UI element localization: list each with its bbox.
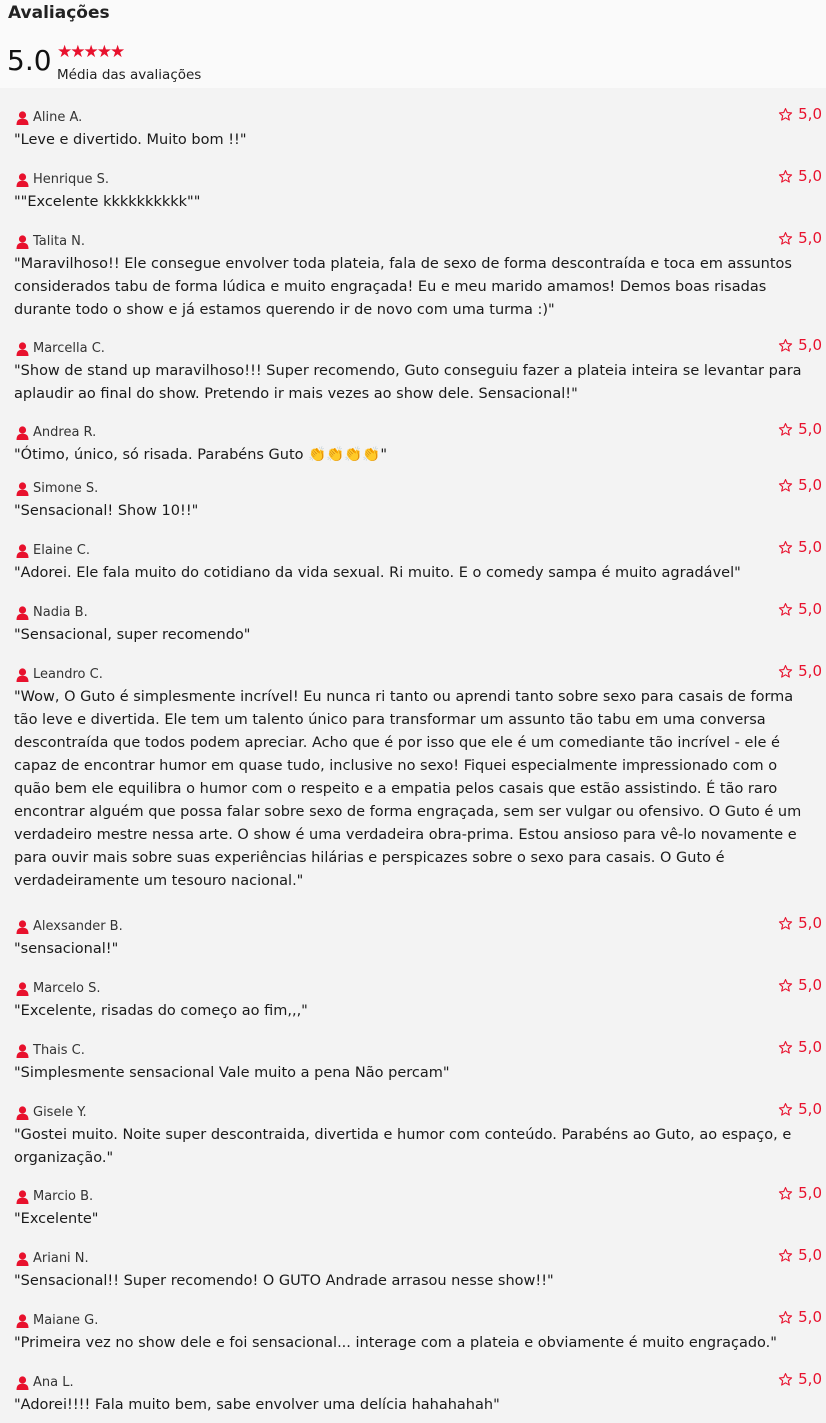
star-outline-icon xyxy=(778,478,793,493)
review-item xyxy=(0,653,826,905)
review-rating xyxy=(778,1100,822,1118)
star-outline-icon xyxy=(778,1040,793,1055)
reviewer xyxy=(16,1373,74,1391)
review-rating xyxy=(778,229,822,247)
review-item xyxy=(0,1175,826,1237)
reviewer xyxy=(16,979,100,997)
star-outline-icon xyxy=(778,978,793,993)
reviewer xyxy=(16,108,82,126)
star-outline-icon xyxy=(778,1186,793,1201)
user-icon xyxy=(16,1313,29,1327)
review-text: "Adorei!!!! Fala muito bem, sabe envolver uma delícia hahahahah" xyxy=(14,1397,500,1413)
review-rating xyxy=(778,976,822,994)
review-text: "Excelente" xyxy=(14,1211,99,1227)
reviewer-name: Thais C. xyxy=(33,1042,85,1058)
star-outline-icon xyxy=(778,664,793,679)
rating-value: 5,0 xyxy=(798,914,822,932)
reviewer xyxy=(16,423,96,441)
rating-value: 5,0 xyxy=(798,600,822,618)
review-item xyxy=(0,1299,826,1361)
rating-value: 5,0 xyxy=(798,105,822,123)
review-rating xyxy=(778,105,822,123)
star-outline-icon xyxy=(778,338,793,353)
star-outline-icon xyxy=(778,1310,793,1325)
rating-value: 5,0 xyxy=(798,1100,822,1118)
review-text: ""Excelente kkkkkkkkkk"" xyxy=(14,194,201,210)
reviewer xyxy=(16,1249,89,1267)
review-rating xyxy=(778,1370,822,1388)
user-icon xyxy=(16,981,29,995)
review-text: "Excelente, risadas do começo ao fim,,," xyxy=(14,1003,308,1019)
user-icon xyxy=(16,1251,29,1265)
reviewer-name: Maiane G. xyxy=(33,1312,99,1328)
star-outline-icon xyxy=(778,1372,793,1387)
star-outline-icon xyxy=(778,231,793,246)
review-rating xyxy=(778,476,822,494)
review-item xyxy=(0,158,826,220)
review-item xyxy=(0,1029,826,1091)
rating-value: 5,0 xyxy=(798,538,822,556)
review-text: "Simplesmente sensacional Vale muito a pena Não percam" xyxy=(14,1065,450,1081)
user-icon xyxy=(16,1043,29,1057)
review-text: "Ótimo, único, só risada. Parabéns Guto 👏👏👏👏" xyxy=(14,447,388,463)
rating-value: 5,0 xyxy=(798,476,822,494)
rating-value: 5,0 xyxy=(798,1246,822,1264)
user-icon xyxy=(16,919,29,933)
reviewer xyxy=(16,1041,85,1059)
star-outline-icon xyxy=(778,602,793,617)
reviewer-name: Gisele Y. xyxy=(33,1104,87,1120)
review-text: "sensacional!" xyxy=(14,941,119,957)
user-icon xyxy=(16,543,29,557)
star-outline-icon xyxy=(778,916,793,931)
user-icon xyxy=(16,110,29,124)
review-rating xyxy=(778,600,822,618)
reviewer-name: Henrique S. xyxy=(33,171,109,187)
page-title: Avaliações xyxy=(8,3,110,23)
review-text: "Adorei. Ele fala muito do cotidiano da vida sexual. Ri muito. E o comedy sampa é muito agradável" xyxy=(14,565,741,581)
review-item xyxy=(0,220,826,327)
review-rating xyxy=(778,420,822,438)
average-label: Média das avaliações xyxy=(57,67,202,83)
rating-value: 5,0 xyxy=(798,1370,822,1388)
reviewer-name: Ana L. xyxy=(33,1374,74,1390)
review-text: "Wow, O Guto é simplesmente incrível! Eu nunca ri tanto ou aprendi tanto sobre sexo para casais de forma tão leve e divertida. Ele tem um talento único para transformar um assunto tão tabu em uma conversa descontraída que todos podem apreciar. Acho que é por isso que ele é um comediante tão incrível - ele é capaz de encontrar humor em quase tudo, inclusive no sexo! Fiquei especialmente impressionado com o quão bem ele equilibra o humor com o respeito e a empatia pelos casais que estão assistindo. É tão raro encontrar alguém que possa falar sobre sexo de forma engraçada, sem ser vulgar ou ofensivo. O Guto é um verdadeiro mestre nessa arte. O show é uma verdadeira obra-prima. Estou ansioso para vê-lo novamente e para ouvir mais sobre suas experiências hilárias e perspicazes sobre o sexo para casais. O Guto é verdadeiramente um tesouro nacional." xyxy=(14,689,802,889)
user-icon xyxy=(16,605,29,619)
review-item xyxy=(0,529,826,591)
user-icon xyxy=(16,667,29,681)
reviewer-name: Leandro C. xyxy=(33,666,103,682)
user-icon xyxy=(16,481,29,495)
rating-value: 5,0 xyxy=(798,229,822,247)
ratings-header xyxy=(0,0,826,88)
review-list xyxy=(0,96,826,1423)
star-outline-icon xyxy=(778,169,793,184)
review-item xyxy=(0,1361,826,1423)
review-item xyxy=(0,327,826,411)
review-rating xyxy=(778,1308,822,1326)
star-outline-icon xyxy=(778,1248,793,1263)
reviewer xyxy=(16,339,105,357)
user-icon xyxy=(16,1189,29,1203)
review-rating xyxy=(778,1038,822,1056)
reviewer-name: Elaine C. xyxy=(33,542,90,558)
reviewer xyxy=(16,1187,93,1205)
review-text: "Leve e divertido. Muito bom !!" xyxy=(14,132,247,148)
rating-value: 5,0 xyxy=(798,976,822,994)
reviewer-name: Aline A. xyxy=(33,109,83,125)
reviewer-name: Marcelo S. xyxy=(33,980,101,996)
reviewer xyxy=(16,170,109,188)
reviewer xyxy=(16,603,88,621)
rating-value: 5,0 xyxy=(798,1184,822,1202)
reviewer-name: Alexsander B. xyxy=(33,918,123,934)
reviewer xyxy=(16,1103,87,1121)
star-outline-icon xyxy=(778,107,793,122)
reviewer xyxy=(16,917,123,935)
user-icon xyxy=(16,234,29,248)
average-rating: 5.0 xyxy=(7,44,52,77)
rating-value: 5,0 xyxy=(798,1038,822,1056)
review-text: "Sensacional! Show 10!!" xyxy=(14,503,199,519)
review-text: "Gostei muito. Noite super descontraida, divertida e humor com conteúdo. Parabéns ao Guto, ao espaço, e organização." xyxy=(14,1127,792,1166)
review-rating xyxy=(778,167,822,185)
review-rating xyxy=(778,914,822,932)
rating-value: 5,0 xyxy=(798,336,822,354)
review-text: "Primeira vez no show dele e foi sensacional... interage com a plateia e obviamente é muito engraçado." xyxy=(14,1335,777,1351)
user-icon xyxy=(16,341,29,355)
reviewer xyxy=(16,1311,98,1329)
review-text: "Show de stand up maravilhoso!!! Super recomendo, Guto conseguiu fazer a plateia inteira se levantar para aplaudir ao final do show. Pretendo ir mais vezes ao show dele. Sensacional!" xyxy=(14,363,802,402)
review-rating xyxy=(778,1246,822,1264)
reviewer-name: Nadia B. xyxy=(33,604,88,620)
reviewer xyxy=(16,232,85,250)
review-item xyxy=(0,967,826,1029)
star-outline-icon xyxy=(778,1102,793,1117)
rating-value: 5,0 xyxy=(798,1308,822,1326)
review-rating xyxy=(778,336,822,354)
reviewer xyxy=(16,665,103,683)
reviewer-name: Andrea R. xyxy=(33,424,97,440)
reviewer xyxy=(16,541,90,559)
review-item xyxy=(0,411,826,467)
review-item xyxy=(0,1091,826,1175)
average-stars: ★★★★★ xyxy=(57,42,124,62)
reviewer-name: Simone S. xyxy=(33,480,99,496)
reviewer-name: Ariani N. xyxy=(33,1250,89,1266)
reviewer-name: Talita N. xyxy=(33,233,86,249)
user-icon xyxy=(16,1375,29,1389)
review-text: "Maravilhoso!! Ele consegue envolver toda plateia, fala de sexo de forma descontraída e toca em assuntos considerados tabu de forma lúdica e muito engraçada! Eu e meu marido amamos! Demos boas risadas durante todo o show e já estamos querendo ir de novo com uma turma :)" xyxy=(14,256,792,318)
reviewer xyxy=(16,479,98,497)
review-item xyxy=(0,591,826,653)
rating-value: 5,0 xyxy=(798,662,822,680)
reviewer-name: Marcio B. xyxy=(33,1188,94,1204)
review-rating xyxy=(778,662,822,680)
star-outline-icon xyxy=(778,422,793,437)
user-icon xyxy=(16,425,29,439)
star-outline-icon xyxy=(778,540,793,555)
review-text: "Sensacional, super recomendo" xyxy=(14,627,251,643)
rating-value: 5,0 xyxy=(798,167,822,185)
review-rating xyxy=(778,538,822,556)
review-item xyxy=(0,905,826,967)
user-icon xyxy=(16,1105,29,1119)
reviewer-name: Marcella C. xyxy=(33,340,105,356)
review-item xyxy=(0,96,826,158)
review-rating xyxy=(778,1184,822,1202)
rating-value: 5,0 xyxy=(798,420,822,438)
user-icon xyxy=(16,172,29,186)
review-item xyxy=(0,1237,826,1299)
review-text: "Sensacional!! Super recomendo! O GUTO Andrade arrasou nesse show!!" xyxy=(14,1273,554,1289)
review-item xyxy=(0,467,826,529)
